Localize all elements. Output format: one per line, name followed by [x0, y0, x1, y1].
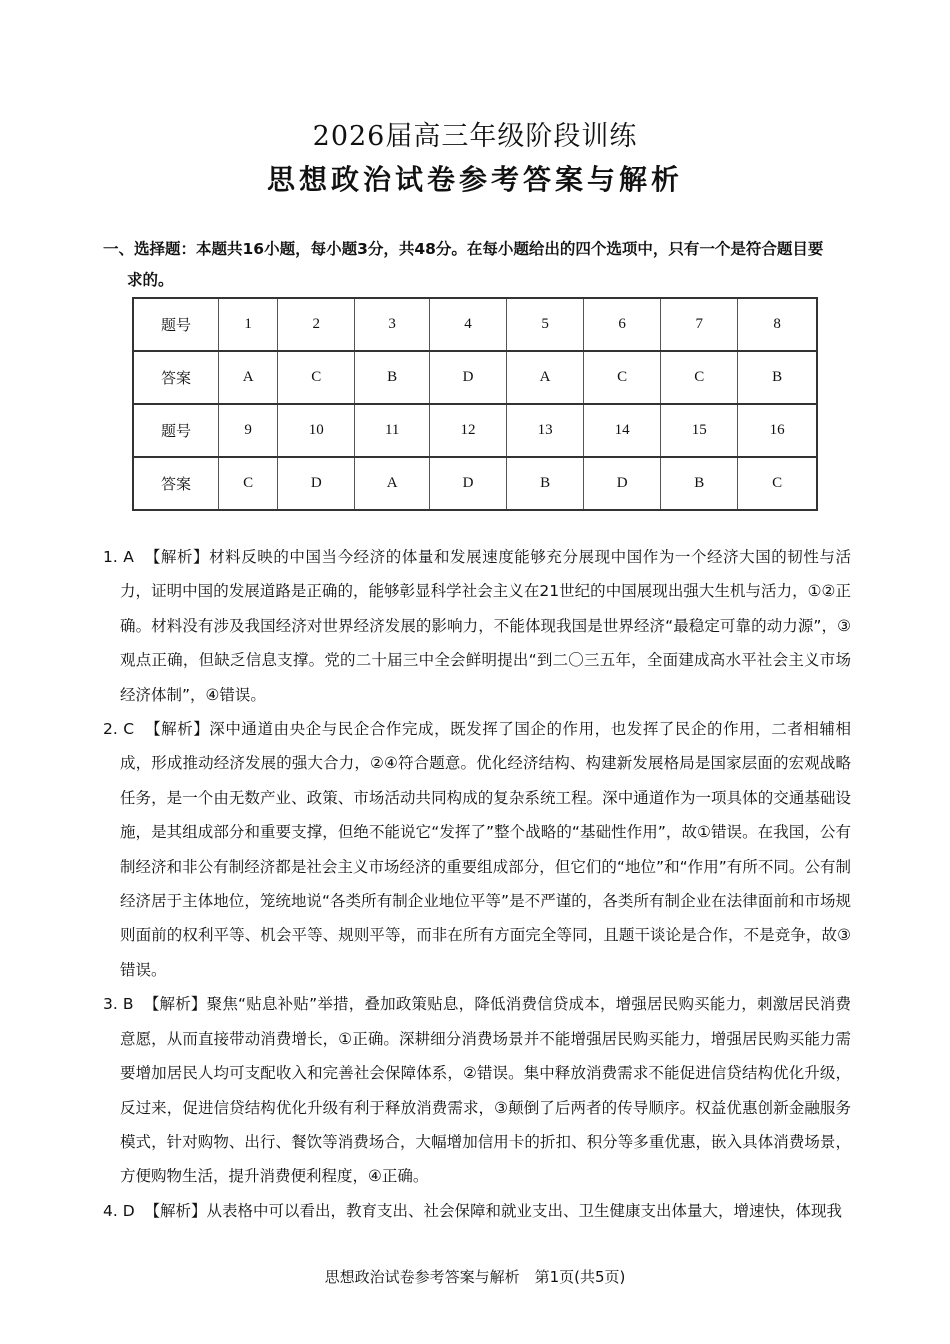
- table-cell: 5: [507, 298, 584, 351]
- table-cell: 12: [430, 404, 507, 457]
- document-title: 思想政治试卷参考答案与解析: [266, 163, 683, 196]
- table-cell: B: [738, 351, 817, 404]
- item-number: 1. A: [103, 548, 134, 566]
- table-cell: A: [507, 351, 584, 404]
- table-cell: D: [278, 457, 355, 510]
- table-cell: D: [430, 457, 507, 510]
- row-label-number: 题号: [133, 298, 219, 351]
- explanation-item-2: [103, 712, 851, 987]
- table-cell: C: [278, 351, 355, 404]
- table-cell: B: [507, 457, 584, 510]
- explanation-item-1: [103, 540, 851, 712]
- section-heading-line1: 一、选择题：本题共16小题，每小题3分，共48分。在每小题给出的四个选项中，只有一个是符合题目要: [103, 240, 824, 258]
- table-cell: 13: [507, 404, 584, 457]
- table-cell: 10: [278, 404, 355, 457]
- table-cell: 6: [584, 298, 661, 351]
- table-cell: B: [661, 457, 738, 510]
- table-row-numbers: [133, 404, 817, 457]
- item-number: 3. B: [103, 995, 134, 1014]
- table-cell: 15: [661, 404, 738, 457]
- table-cell: C: [584, 351, 661, 404]
- table-cell: 3: [355, 298, 430, 351]
- exam-title: 2026届高三年级阶段训练: [312, 121, 638, 152]
- table-cell: 14: [584, 404, 661, 457]
- table-cell: 1: [219, 298, 278, 351]
- table-cell: 11: [355, 404, 430, 457]
- page-footer: 思想政治试卷参考答案与解析 第1页(共5页): [324, 1268, 626, 1286]
- explanation-item-3: [103, 987, 851, 1193]
- table-cell: 2: [278, 298, 355, 351]
- item-text: 【解析】深中通道由央企与民企合作完成，既发挥了国企的作用，也发挥了民企的作用，二者相辅相成，形成推动经济发展的强大合力，②④符合题意。优化经济结构、构建新发展格局是国家层面的宏观战略任务，是一个由无数产业、政策、市场活动共同构成的复杂系统工程。深中通道作为一项具体的交通基础设施，是其组成部分和重要支撑，但绝不能说它“发挥了”整个战略的“基础性作用”，故①错误。在我国，公有制经济和非公有制经济都是社会主义市场经济的重要组成部分，但它们的“地位”和“作用”有所不同。公有制经济居于主体地位，笼统地说“各类所有制企业地位平等”是不严谨的，各类所有制企业在法律面前和市场规则面前的权利平等、机会平等、规则平等，而非在所有方面完全等同，且题干谈论是合作，不是竞争，故③错误。: [120, 720, 851, 979]
- table-row-numbers: [133, 298, 817, 351]
- item-number: 4. D: [103, 1201, 135, 1220]
- table-cell: A: [355, 457, 430, 510]
- row-label-number: 题号: [133, 404, 219, 457]
- table-cell: 16: [738, 404, 817, 457]
- table-cell: C: [661, 351, 738, 404]
- answer-table: [132, 297, 818, 511]
- table-cell: A: [219, 351, 278, 404]
- table-cell: 9: [219, 404, 278, 457]
- table-cell: 4: [430, 298, 507, 351]
- table-cell: C: [219, 457, 278, 510]
- item-text: 【解析】材料反映的中国当今经济的体量和发展速度能够充分展现中国作为一个经济大国的韧性与活力，证明中国的发展道路是正确的，能够彰显科学社会主义在21世纪的中国展现出强大生机与活力，①②正确。材料没有涉及我国经济对世界经济发展的影响力，不能体现我国是世界经济“最稳定可靠的动力源”，③观点正确，但缺乏信息支撑。党的二十届三中全会鲜明提出“到二〇三五年，全面建成高水平社会主义市场经济体制”，④错误。: [120, 548, 851, 704]
- table-cell: 8: [738, 298, 817, 351]
- item-text: 【解析】从表格中可以看出，教育支出、社会保障和就业支出、卫生健康支出体量大，增速快，体现我: [144, 1201, 843, 1220]
- row-label-answer: 答案: [133, 457, 219, 510]
- table-cell: C: [738, 457, 817, 510]
- row-label-answer: 答案: [133, 351, 219, 404]
- table-cell: D: [584, 457, 661, 510]
- explanation-item-4: [103, 1194, 851, 1228]
- item-text: 【解析】聚焦“贴息补贴”举措，叠加政策贴息，降低消费信贷成本，增强居民购买能力，刺激居民消费意愿，从而直接带动消费增长，①正确。深耕细分消费场景并不能增强居民购买能力，增强居民购买能力需要增加居民人均可支配收入和完善社会保障体系，②错误。集中释放消费需求不能促进信贷结构优化升级，反过来，促进信贷结构优化升级有利于释放消费需求，③颠倒了后两者的传导顺序。权益优惠创新金融服务模式，针对购物、出行、餐饮等消费场合，大幅增加信用卡的折扣、积分等多重优惠，嵌入具体消费场景，方便购物生活，提升消费便利程度，④正确。: [120, 995, 851, 1186]
- table-row-answers: [133, 457, 817, 510]
- table-row-answers: [133, 351, 817, 404]
- explanation-list: [103, 540, 851, 1228]
- table-cell: D: [430, 351, 507, 404]
- table-cell: 7: [661, 298, 738, 351]
- item-number: 2. C: [103, 720, 135, 739]
- table-cell: B: [355, 351, 430, 404]
- section-heading: [103, 234, 863, 296]
- section-heading-line2: 求的。: [127, 271, 174, 289]
